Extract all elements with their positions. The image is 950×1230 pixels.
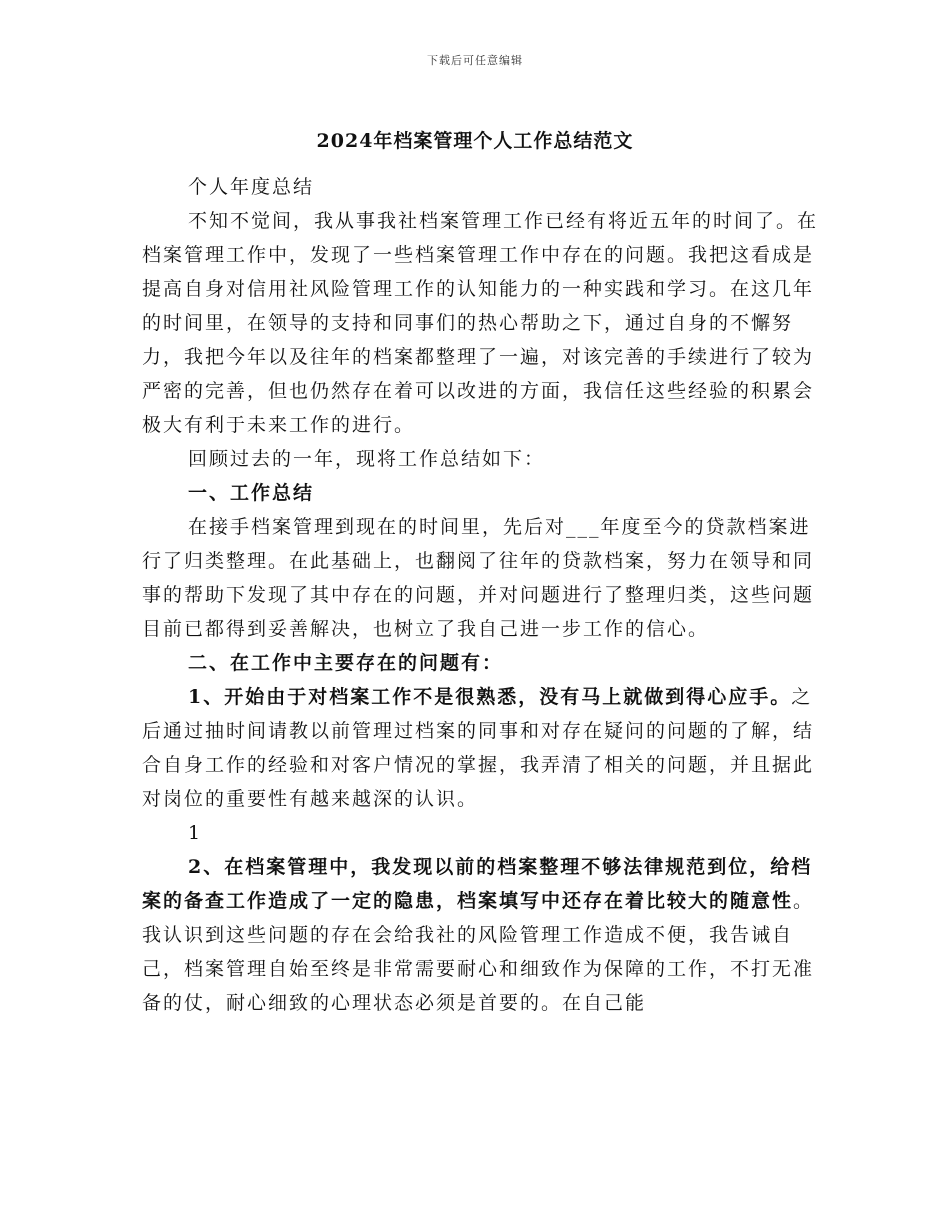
item1-body-text: 之后通过抽时间请教以前管理过档案的同事和对存在疑问的问题的了解，结合自身工作的经验和对客户情况的掌握，我弄清了相关的问题，并且据此对岗位的重要性有越来越深的认识。 — [142, 686, 815, 810]
page-number: 1 — [188, 822, 203, 844]
section2-heading: 二、在工作中主要存在的问题有： — [188, 652, 504, 674]
item2-paragraph — [142, 850, 822, 1020]
review-paragraph: 回顾过去的一年，现将工作总结如下： — [188, 448, 546, 470]
item2-bold-text: 2、在档案管理中，我发现以前的档案整理不够法律规范到位，给档案的备查工作造成了一定的隐患，档案填写中还存在着比较大的随意性 — [142, 856, 813, 912]
subtitle: 个人年度总结 — [188, 176, 315, 198]
document-title: 2024年档案管理个人工作总结范文 — [316, 130, 634, 152]
header-note: 下载后可任意编辑 — [427, 54, 523, 67]
item1-bold-text: 1、开始由于对档案工作不是很熟悉，没有马上就做到得心应手。 — [188, 686, 792, 708]
section1-paragraph: 在接手档案管理到现在的时间里，先后对___年度至今的贷款档案进行了归类整理。在此基础上，也翻阅了往年的贷款档案，努力在领导和同事的帮助下发现了其中存在的问题，并对问题进行了整理归类，这些问题目前已都得到妥善解决，也树立了我自己进一步工作的信心。 — [142, 516, 815, 640]
item1-paragraph — [142, 680, 822, 816]
section1-heading: 一、工作总结 — [188, 482, 315, 504]
item2-body-text: 。我认识到这些问题的存在会给我社的风险管理工作造成不便，我告诫自己，档案管理自始至终是非常需要耐心和细致作为保障的工作，不打无准备的仗，耐心细致的心理状态必须是首要的。在自己能 — [142, 890, 815, 1014]
intro-paragraph: 不知不觉间，我从事我社档案管理工作已经有将近五年的时间了。在档案管理工作中，发现了一些档案管理工作中存在的问题。我把这看成是提高自身对信用社风险管理工作的认知能力的一种实践和学习。在这几年的时间里，在领导的支持和同事们的热心帮助之下，通过自身的不懈努力，我把今年以及往年的档案都整理了一遍，对该完善的手续进行了较为严密的完善，但也仍然存在着可以改进的方面，我信任这些经验的积累会极大有利于未来工作的进行。 — [142, 210, 819, 436]
document-body — [142, 170, 822, 1020]
